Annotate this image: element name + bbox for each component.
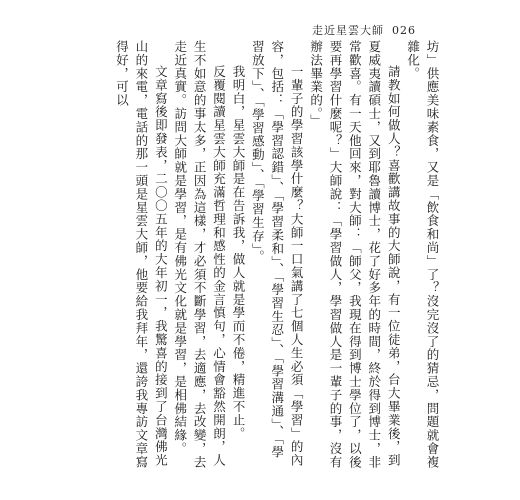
paragraph: 請教如何做人？喜歡講故事的大師說，有一位徒弟，台大畢業後，到夏威夷讀碩士，又到耶魯讀博士，花了好多年的時間，終於得到博士，非常歡喜。有一天他回來，對大師：「師父，我現在得到博士學位了，以後要再學習什麼呢？」大師說：「學習做人，學習做人是一輩子的事，沒有辦法畢業的。」	[308, 40, 402, 469]
paragraph: 反覆閱讀星雲大師充滿哲理和感性的金言慎句，心情會豁然開朗，人生不如意的事太多，正因為這樣，才必須不斷學習，去適應，去改變，去走近真實。訪問大師就是學習，是有佛光文化就是學習，是相佛結緣。	[172, 40, 227, 469]
body-text	[112, 40, 442, 470]
paragraph: 坊」供應美味素食，又是「飲食和尚」了？沒完沒了的猜忌，問題就會複雜化。	[405, 40, 440, 469]
running-header	[312, 22, 442, 38]
paragraph: 一輩子的學習該學什麼？大師一口氣講了七個人生必須「學習」的內容，包括：「學習認錯」、「學習柔和」、「學習生忍」、「學習溝通」、「學習放下」、「學習感動」、「學習生存」。	[250, 40, 305, 467]
paragraph: 我明白，星雲大師是在告訴我，做人就是學而不倦，精進不止。	[230, 65, 246, 441]
book-title: 走近星雲大師	[312, 24, 384, 37]
page-number: 026	[392, 24, 416, 37]
paragraph: 文章寫後即發表，二〇〇五年的大年初一，我驚喜的接到了台灣佛光山的來電，電話的那一頭是星雲大師，他要給我拜年，還誇我專訪文章寫得好，可以	[114, 40, 169, 469]
